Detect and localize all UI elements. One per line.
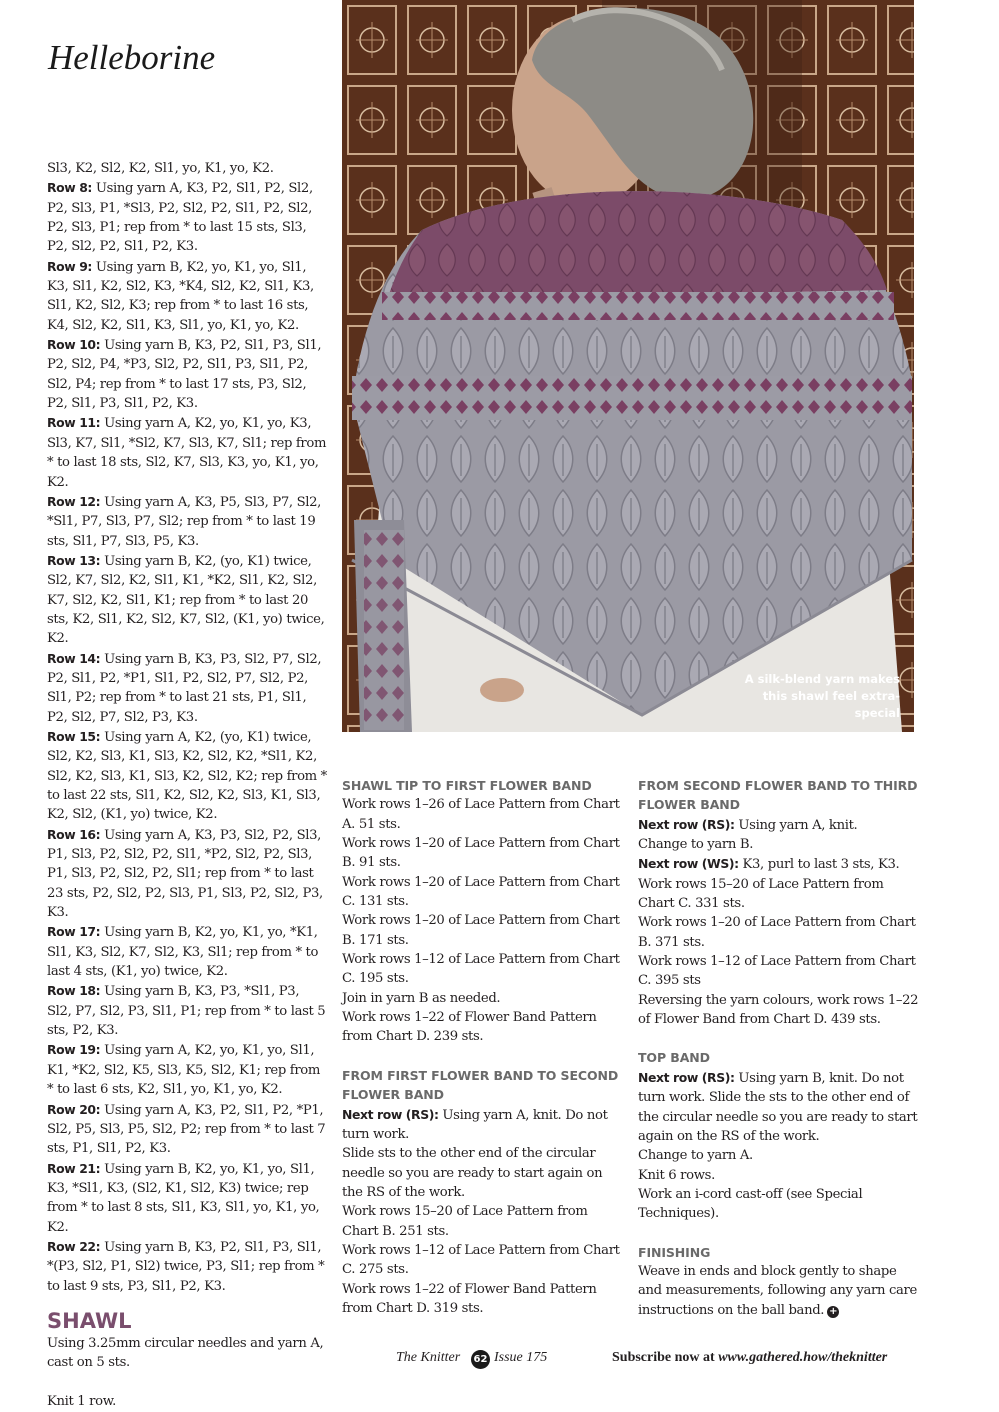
row-instruction (47, 825, 327, 923)
next-row-rs-text: Using yarn A, knit. (738, 817, 858, 833)
row-label: Row 14: (47, 650, 101, 666)
footer-page-number: 62 (471, 1350, 490, 1369)
row-label: Row 11: (47, 415, 101, 431)
row-text: Using yarn B, K2, yo, K1, yo, *K1, Sl1, K3, Sl2, K7, Sl2, K3, Sl1; rep from * to last 4 sts, (K1, yo) twice, K2. (47, 925, 319, 980)
instruction-line: Reversing the yarn colours, work rows 1–22 of Flower Band from Chart D. 439 sts. (638, 992, 919, 1028)
row-text: Using yarn A, K2, yo, K1, yo, K3, Sl3, K7, Sl1, *Sl2, K7, Sl3, K7, Sl1; rep from * to last 18 sts, Sl2, K7, Sl3, K3, yo, K1, yo, K2. (47, 416, 327, 490)
instruction-line: Work rows 1–20 of Lace Pattern from Chart B. 91 sts. (342, 836, 620, 871)
shawl-photo (342, 0, 914, 732)
next-row-rs (342, 1105, 624, 1145)
row-instruction (47, 257, 327, 335)
row-instruction (47, 551, 327, 649)
instruction-line: Work rows 1–12 of Lace Pattern from Chart C. 275 sts. (342, 1242, 620, 1278)
row-text: Using yarn B, K2, yo, K1, yo, Sl1, K3, Sl1, K2, Sl2, K3, *K4, Sl2, K2, Sl1, K3, Sl1, K2, Sl2, K3; rep from * to last 16 sts, K4, Sl2, K2, Sl1, K3, Sl1, yo, K1, yo, K2. (47, 259, 314, 333)
second-band-instructions (342, 1144, 624, 1318)
row-instruction (47, 1159, 327, 1237)
row-instructions (47, 178, 327, 1296)
row-text: Using yarn A, K2, yo, K1, yo, Sl1, K1, *K2, Sl2, K5, Sl3, K5, Sl2, K1; rep from * to last 6 sts, K2, Sl1, yo, K1, yo, K2. (47, 1043, 321, 1098)
row-instruction (47, 922, 327, 981)
instruction-line: Work rows 1–20 of Lace Pattern from Chart B. 171 sts. (342, 913, 620, 948)
column-3 (638, 776, 920, 1320)
instruction-line: Work rows 1–22 of Flower Band Pattern from Chart D. 319 sts. (342, 1281, 597, 1316)
top-band-next-row-label: Next row (RS): (638, 1069, 735, 1085)
instruction-line: Join in yarn B as needed. (342, 990, 501, 1006)
row-label: Row 12: (47, 493, 101, 509)
row-instruction (47, 981, 327, 1040)
instruction-line: Work rows 1–20 of Lace Pattern from Chart C. 131 sts. (342, 874, 620, 910)
section-heading-shawl: SHAWL (47, 1308, 132, 1333)
row-instruction (47, 178, 327, 256)
third-band-instructions (638, 875, 920, 1030)
photo-illustration (342, 0, 914, 732)
next-row-ws-label: Next row (WS): (638, 856, 739, 872)
photo-caption: A silk-blend yarn makes this shawl feel extra-special (744, 672, 900, 720)
next-row-label: Next row (RS): (342, 1106, 439, 1122)
row-label: Row 16: (47, 826, 101, 842)
row-label: Row 21: (47, 1160, 101, 1176)
row-label: Row 20: (47, 1101, 101, 1117)
row-text: Using yarn B, K2, (yo, K1) twice, Sl2, K7, Sl2, K2, Sl1, K1, *K2, Sl1, K2, Sl2, K7, Sl2, K2, Sl1, K1; rep from * to last 20 sts, K2, Sl1, K2, Sl2, K7, Sl2, (K1, yo) twice, K2. (47, 553, 325, 647)
next-row-rs (638, 815, 920, 835)
change-yarn-b: Change to yarn B. (638, 837, 754, 853)
instruction-line: Work rows 15–20 of Lace Pattern from Chart B. 251 sts. (342, 1204, 588, 1239)
section-heading-top-band: TOP BAND (638, 1050, 710, 1066)
shawl-intro: Using 3.25mm circular needles and yarn A, cast on 5 sts. (47, 1335, 324, 1371)
row-text: Using yarn A, K3, P3, Sl2, P2, Sl3, P1, Sl3, P2, Sl2, P2, Sl1, *P2, Sl2, P2, Sl3, P1, Sl3, P2, Sl2, P2, Sl1; rep from * to last 23 sts, P2, Sl2, P2, Sl3, P1, Sl3, P2, Sl2, P3, K3. (47, 827, 323, 921)
next-row-ws-text: K3, purl to last 3 sts, K3. (742, 857, 900, 873)
column-2 (342, 776, 624, 1318)
section-heading-second-band: FROM FIRST FLOWER BAND TO SECOND FLOWER BAND (342, 1067, 619, 1103)
instruction-line: Work an i-cord cast-off (see Special Techniques). (638, 1186, 863, 1222)
row-label: Row 22: (47, 1238, 101, 1254)
footer-subscribe-text: Subscribe now at (612, 1350, 715, 1365)
top-band-next-row-text: Using yarn B, knit. Do not turn work. Slide the sts to the other end of the circular needle so you are ready to start again on the RS of the work. (638, 1070, 918, 1144)
shawl-tip-instructions (342, 795, 624, 1046)
intro-line: Sl3, K2, Sl2, K2, Sl1, yo, K1, yo, K2. (47, 161, 274, 176)
section-heading-shawl-tip: SHAWL TIP TO FIRST FLOWER BAND (342, 778, 592, 793)
row-label: Row 17: (47, 924, 101, 940)
shawl-knit-row: Knit 1 row. (47, 1393, 116, 1409)
section-heading-finishing: FINISHING (638, 1244, 711, 1260)
next-row-rs-label: Next row (RS): (638, 816, 735, 832)
row-instruction (47, 649, 327, 727)
row-instruction (47, 413, 327, 491)
row-text: Using yarn A, K3, P2, Sl1, P2, Sl2, P2, Sl3, P1, *Sl3, P2, Sl2, P2, Sl1, P2, Sl2, P2, Sl3, P1; rep from * to last 15 sts, Sl3, P2, Sl2, P2, Sl1, P2, K3. (47, 181, 313, 255)
instruction-line: Work rows 15–20 of Lace Pattern from Chart C. 331 sts. (638, 876, 884, 912)
row-text: Using yarn B, K3, P2, Sl1, P3, Sl1, P2, Sl2, P4, *P3, Sl2, P2, Sl1, P3, Sl1, P2, Sl2, P4; rep from * to last 17 sts, P3, Sl2, P2, Sl1, P3, Sl1, P2, K3. (47, 338, 322, 412)
footer-subscribe (612, 1350, 887, 1366)
row-text: Using yarn A, K3, P5, Sl3, P7, Sl2, *Sl1, P7, Sl3, P7, Sl2; rep from * to last 19 sts, Sl1, P7, Sl3, P5, K3. (47, 494, 322, 549)
row-label: Row 13: (47, 552, 101, 568)
instruction-line: Work rows 1–26 of Lace Pattern from Chart A. 51 sts. (342, 797, 620, 832)
row-label: Row 9: (47, 258, 92, 274)
row-label: Row 15: (47, 728, 101, 744)
instruction-line: Work rows 1–12 of Lace Pattern from Chart C. 195 sts. (342, 952, 620, 987)
page-title: Helleborine (48, 38, 216, 77)
footer-magazine: The Knitter (396, 1350, 461, 1365)
instruction-line: Slide sts to the other end of the circular needle so you are ready to start again on the RS of the work. (342, 1146, 603, 1200)
next-row-text: Using yarn A, knit. Do not turn work. (342, 1107, 608, 1142)
row-label: Row 8: (47, 180, 92, 196)
row-text: Using yarn B, K2, yo, K1, yo, Sl1, K3, *Sl1, K3, (Sl2, K1, Sl2, K3) twice; rep from * to last 8 sts, Sl1, K3, Sl1, yo, K1, yo, K2. (47, 1161, 320, 1235)
top-band-next-row (638, 1068, 920, 1146)
next-row-ws (638, 854, 920, 874)
instruction-line: Work rows 1–20 of Lace Pattern from Chart B. 371 sts. (638, 915, 916, 950)
finishing-text-body: Weave in ends and block gently to shape and measurements, following any yarn care instructions on the ball band. (638, 1263, 917, 1318)
row-text: Using yarn A, K3, P2, Sl1, P2, *P1, Sl2, P5, Sl3, P5, Sl2, P2; rep from * to last 7 sts, P1, Sl1, P2, K3. (47, 1102, 326, 1157)
section-heading-third-band: FROM SECOND FLOWER BAND TO THIRD FLOWER BAND (638, 778, 918, 813)
instruction-line: Work rows 1–22 of Flower Band Pattern from Chart D. 239 sts. (342, 1010, 597, 1045)
instruction-line: Work rows 1–12 of Lace Pattern from Chart C. 395 sts (638, 954, 916, 989)
instruction-line: Knit 6 rows. (638, 1167, 715, 1183)
row-instruction (47, 335, 327, 413)
row-text: Using yarn B, K3, P3, *Sl1, P3, Sl2, P7, Sl2, P3, Sl1, P1; rep from * to last 5 sts, P2, K3. (47, 984, 326, 1039)
row-label: Row 18: (47, 983, 101, 999)
row-instruction (47, 1100, 327, 1159)
row-label: Row 10: (47, 337, 101, 353)
top-band-instructions (638, 1146, 920, 1223)
column-1 (47, 159, 327, 1411)
row-instruction (47, 492, 327, 551)
row-instruction (47, 1040, 327, 1099)
finishing-text (638, 1262, 920, 1320)
row-instruction (47, 727, 327, 825)
footer-url[interactable]: www.gathered.how/theknitter (718, 1350, 888, 1365)
row-text: Using yarn B, K3, P3, Sl2, P7, Sl2, P2, Sl1, P2, *P1, Sl1, P2, Sl2, P7, Sl2, P2, Sl1, P2; rep from * to last 21 sts, P1, Sl1, P2, Sl2, P7, Sl2, P3, K3. (47, 651, 322, 725)
instruction-line: Change to yarn A. (638, 1148, 753, 1164)
row-text: Using yarn A, K2, (yo, K1) twice, Sl2, K2, Sl3, K1, Sl3, K2, Sl2, K2, *Sl1, K2, Sl2, K2, Sl3, K1, Sl3, K2, Sl2, K2; rep from * to last 22 sts, Sl1, K2, Sl2, K2, Sl3, K1, Sl3, K2, Sl2, (K1, yo) twice, K2. (47, 729, 327, 823)
row-label: Row 19: (47, 1042, 101, 1058)
end-mark-icon: + (829, 1305, 838, 1317)
row-instruction (47, 1237, 327, 1296)
page-footer (0, 1350, 999, 1370)
row-text: Using yarn B, K3, P2, Sl1, P3, Sl1, *(P3, Sl2, P1, Sl2) twice, P3, Sl1; rep from * to last 9 sts, P3, Sl1, P2, K3. (47, 1239, 325, 1294)
footer-issue: Issue 175 (494, 1350, 548, 1365)
